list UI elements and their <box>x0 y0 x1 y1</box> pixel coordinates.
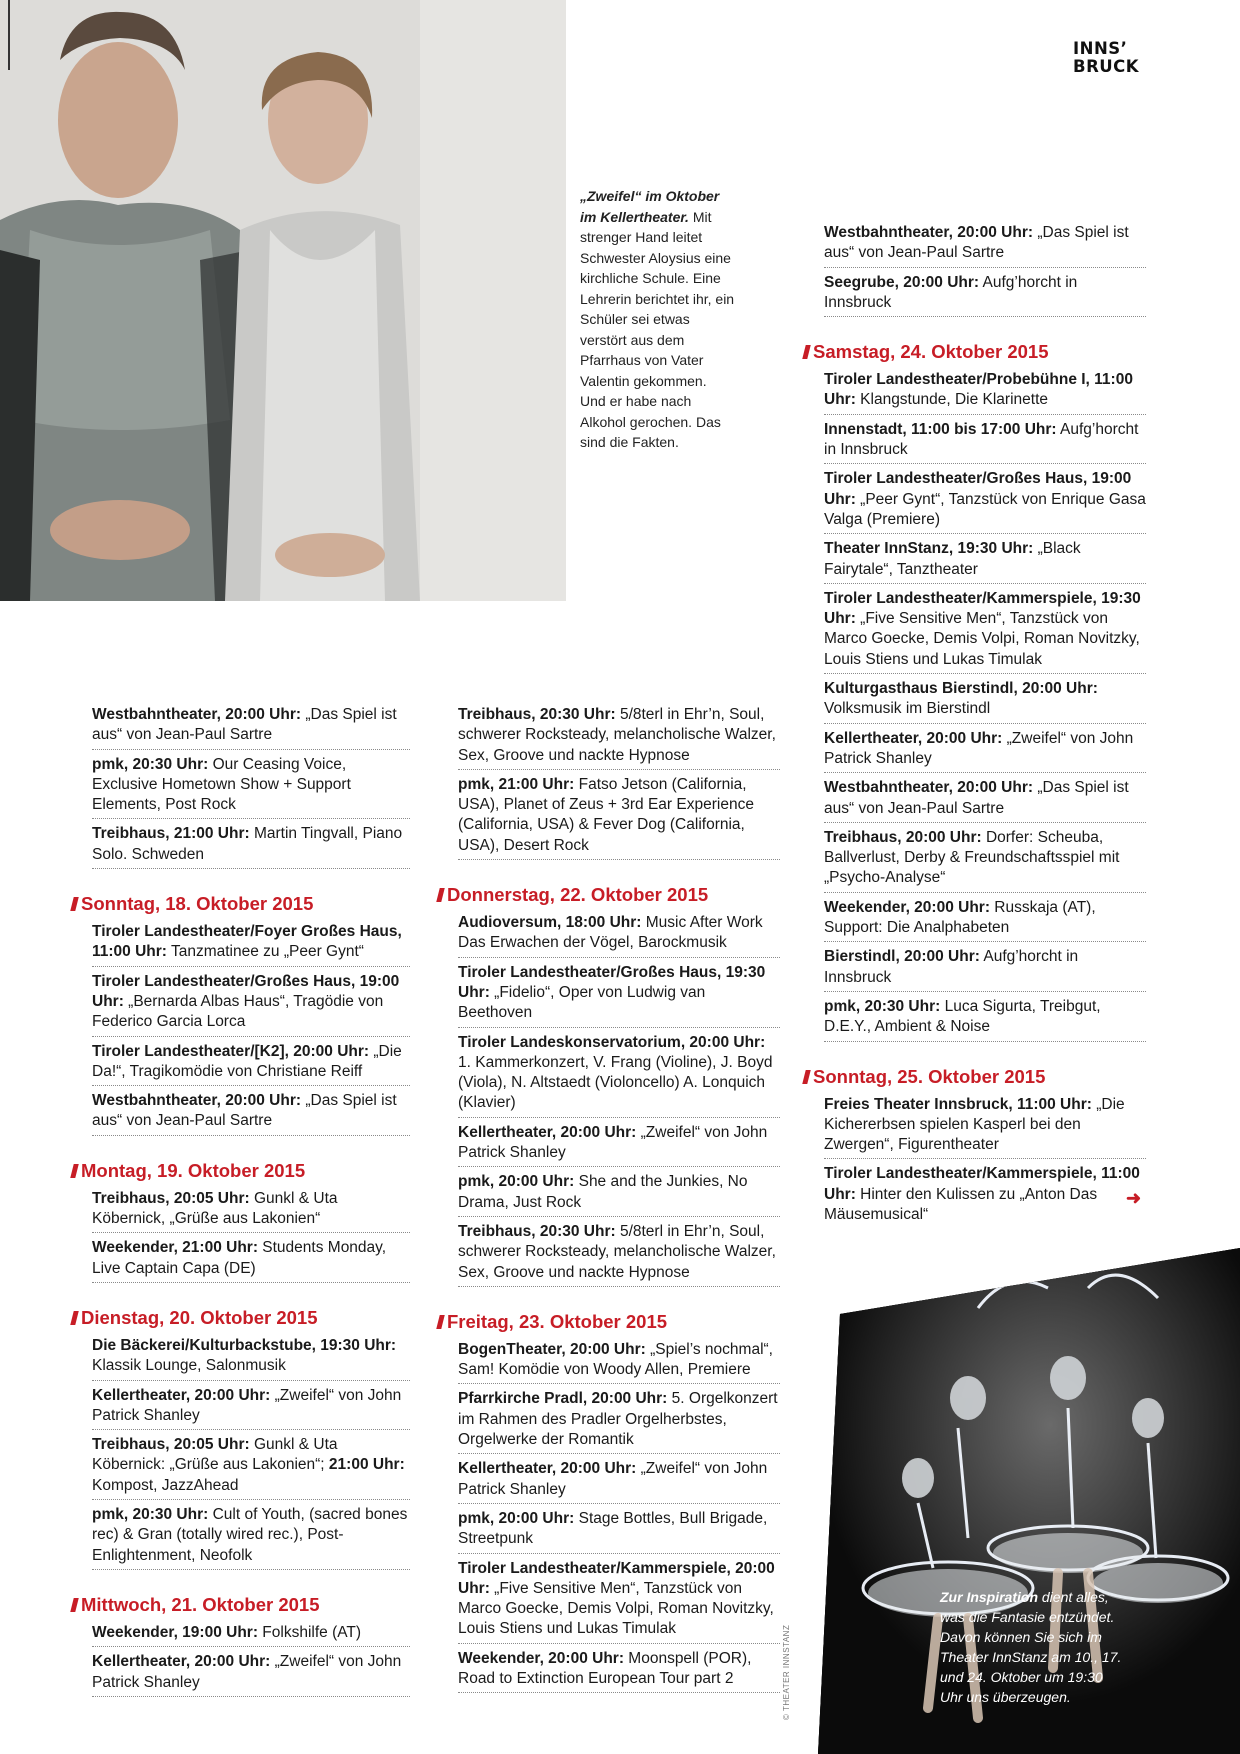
event-item: Tiroler Landestheater/Großes Haus, 19:30 Uhr: „Fidelio“, Oper von Ludwig van Beethoven <box>458 961 780 1028</box>
event-item: Tiroler Landestheater/Kammerspiele, 11:00 Uhr: Hinter den Kulissen zu „Anton Das Mäusemusical“ <box>824 1165 1140 1223</box>
day-heading: Dienstag, 20. Oktober 2015 <box>80 1307 410 1329</box>
day-heading: Montag, 19. Oktober 2015 <box>80 1160 410 1182</box>
day-heading: Sonntag, 18. Oktober 2015 <box>80 893 410 915</box>
event-item: pmk, 20:30 Uhr: Luca Sigurta, Treibgut, D.E.Y., Ambient & Noise <box>824 995 1146 1042</box>
event-item: Westbahntheater, 20:00 Uhr: „Das Spiel ist aus“ von Jean-Paul Sartre <box>92 1089 410 1136</box>
event-item: pmk, 20:30 Uhr: Our Ceasing Voice, Exclusive Hometown Show + Support Elements, Post Rock <box>92 753 410 820</box>
event-item: Kellertheater, 20:00 Uhr: „Zweifel“ von John Patrick Shanley <box>92 1650 410 1697</box>
caption-text: Mit strenger Hand leitet Schwester Aloysius eine kirchliche Schule. Eine Lehrerin berichtet ihr, ein Schüler sei etwas verstört aus dem Pfarrhaus von Vater Valentin gekommen. Und er habe nach Alkohol gerochen. Das sind die Fakten. <box>580 208 735 450</box>
innsbruck-logo <box>1073 40 1139 76</box>
logo-line-1: INNS’ <box>1073 39 1128 58</box>
event-item: Treibhaus, 20:30 Uhr: 5/8terl in Ehr’n, Soul, schwerer Rocksteady, melancholische Walzer, Sex, Groove und nackte Hypnose <box>458 703 780 770</box>
event-item: Seegrube, 20:00 Uhr: Aufg’horcht in Innsbruck <box>824 271 1146 318</box>
event-item: Innenstadt, 11:00 bis 17:00 Uhr: Aufg’horcht in Innsbruck <box>824 418 1146 465</box>
event-item: Treibhaus, 20:05 Uhr: Gunkl & Uta Köbernick: „Grüße aus Lakonien“; 21:00 Uhr: Kompost, JazzAhead <box>92 1433 410 1500</box>
event-item: Weekender, 19:00 Uhr: Folkshilfe (AT) <box>92 1621 410 1647</box>
event-item: Tiroler Landestheater/Kammerspiele, 19:30 Uhr: „Five Sensitive Men“, Tanzstück von Marco Goecke, Demis Volpi, Roman Novitzky, Louis Stiens und Lukas Timulak <box>824 587 1146 674</box>
event-item: Weekender, 21:00 Uhr: Students Monday, Live Captain Capa (DE) <box>92 1236 410 1283</box>
column-3 <box>813 221 1146 1231</box>
event-item: Tiroler Landeskonservatorium, 20:00 Uhr: 1. Kammerkonzert, V. Frang (Violine), J. Boyd (Viola), N. Altstaedt (Violoncello) A. Lonquich (Klavier) <box>458 1031 780 1118</box>
event-item: Tiroler Landestheater/Großes Haus, 19:00 Uhr: „Bernarda Albas Haus“, Tragödie von Federico Garcia Lorca <box>92 970 410 1037</box>
event-item: BogenTheater, 20:00 Uhr: „Spiel’s nochmal“, Sam! Komödie von Woody Allen, Premiere <box>458 1338 780 1385</box>
event-item: Tiroler Landestheater/Foyer Großes Haus, 11:00 Uhr: Tanzmatinee zu „Peer Gynt“ <box>92 920 410 967</box>
day-heading: Freitag, 23. Oktober 2015 <box>446 1311 780 1333</box>
event-item: pmk, 20:00 Uhr: She and the Junkies, No Drama, Just Rock <box>458 1170 780 1217</box>
caption-lead: „Zweifel“ im Oktober im Kellertheater. <box>580 188 720 225</box>
event-item: Die Bäckerei/Kulturbackstube, 19:30 Uhr: Klassik Lounge, Salonmusik <box>92 1334 410 1381</box>
event-item: Westbahntheater, 20:00 Uhr: „Das Spiel ist aus“ von Jean-Paul Sartre <box>824 776 1146 823</box>
event-item: Kellertheater, 20:00 Uhr: „Zweifel“ von John Patrick Shanley <box>824 727 1146 774</box>
event-item: Kellertheater, 20:00 Uhr: „Zweifel“ von John Patrick Shanley <box>92 1384 410 1431</box>
event-item: Pfarrkirche Pradl, 20:00 Uhr: 5. Orgelkonzert im Rahmen des Pradler Orgelherbstes, Orgelwerke der Romantik <box>458 1387 780 1454</box>
event-item: Tiroler Landestheater/Kammerspiele, 20:00 Uhr: „Five Sensitive Men“, Tanzstück von Marco Goecke, Demis Volpi, Roman Novitzky, Louis Stiens und Lukas Timulak <box>458 1557 780 1644</box>
column-1 <box>81 703 410 1700</box>
event-item: Kellertheater, 20:00 Uhr: „Zweifel“ von John Patrick Shanley <box>458 1121 780 1168</box>
photo-zweifel-illustration <box>0 0 566 601</box>
event-item: Weekender, 20:00 Uhr: Moonspell (POR), Road to Extinction European Tour part 2 <box>458 1647 780 1694</box>
day-heading: Samstag, 24. Oktober 2015 <box>812 341 1146 363</box>
event-item: pmk, 21:00 Uhr: Fatso Jetson (California, USA), Planet of Zeus + 3rd Ear Experience (California, USA) & Fever Dog (California, USA), Desert Rock <box>458 773 780 860</box>
event-item: Kellertheater, 20:00 Uhr: „Zweifel“ von John Patrick Shanley <box>458 1457 780 1504</box>
event-item: Tiroler Landestheater/[K2], 20:00 Uhr: „Die Da!“, Tragikomödie von Christiane Reiff <box>92 1040 410 1087</box>
continue-arrow-icon: ➜ <box>1126 1188 1142 1208</box>
event-item: Tiroler Landestheater/Probebühne I, 11:00 Uhr: Klangstunde, Die Klarinette <box>824 368 1146 415</box>
event-item: Treibhaus, 20:00 Uhr: Dorfer: Scheuba, Ballverlust, Derby & Freundschaftsspiel mit „Psycho-Analyse“ <box>824 826 1146 893</box>
photo-caption-dance <box>940 1587 1125 1707</box>
event-item: Tiroler Landestheater/Großes Haus, 19:00 Uhr: „Peer Gynt“, Tanzstück von Enrique Gasa Valga (Premiere) <box>824 467 1146 534</box>
event-item: Treibhaus, 20:05 Uhr: Gunkl & Uta Köbernick, „Grüße aus Lakonien“ <box>92 1187 410 1234</box>
event-item: Theater InnStanz, 19:30 Uhr: „Black Fairytale“, Tanztheater <box>824 537 1146 584</box>
event-item: pmk, 20:00 Uhr: Stage Bottles, Bull Brigade, Streetpunk <box>458 1507 780 1554</box>
event-item: pmk, 20:30 Uhr: Cult of Youth, (sacred bones rec) & Gran (totally wired rec.), Post-Enlightenment, Neofolk <box>92 1503 410 1570</box>
event-item: Treibhaus, 20:30 Uhr: 5/8terl in Ehr’n, Soul, schwerer Rocksteady, melancholische Walzer, Sex, Groove und nackte Hypnose <box>458 1220 780 1287</box>
caption-text: dient alles, was die Fantasie entzündet. Davon können Sie sich im Theater InnStanz am 10., 17. und 24. Oktober um 19:30 Uhr uns überzeugen. <box>940 1589 1122 1705</box>
photo-caption-zweifel <box>580 186 735 453</box>
event-item: Audioversum, 18:00 Uhr: Music After Work Das Erwachen der Vögel, Barockmusik <box>458 911 780 958</box>
logo-line-2: BRUCK <box>1073 57 1140 76</box>
day-heading: Mittwoch, 21. Oktober 2015 <box>80 1594 410 1616</box>
caption-lead: Zur Inspiration <box>940 1589 1038 1605</box>
event-item: Bierstindl, 20:00 Uhr: Aufg’horcht in Innsbruck <box>824 945 1146 992</box>
event-item: Weekender, 20:00 Uhr: Russkaja (AT), Support: Die Analphabeten <box>824 896 1146 943</box>
event-item: Westbahntheater, 20:00 Uhr: „Das Spiel ist aus“ von Jean-Paul Sartre <box>824 221 1146 268</box>
photo-credit: © THEATER INNSTANZ <box>782 1624 791 1720</box>
day-heading: Sonntag, 25. Oktober 2015 <box>812 1066 1146 1088</box>
column-2 <box>447 703 780 1696</box>
event-item: Westbahntheater, 20:00 Uhr: „Das Spiel ist aus“ von Jean-Paul Sartre <box>92 703 410 750</box>
event-item: Kulturgasthaus Bierstindl, 20:00 Uhr: Volksmusik im Bierstindl <box>824 677 1146 724</box>
event-item: Freies Theater Innsbruck, 11:00 Uhr: „Die Kichererbsen spielen Kasperl bei den Zwergen“, Figurentheater <box>824 1093 1146 1160</box>
photo-zweifel <box>0 0 566 601</box>
event-item: Treibhaus, 21:00 Uhr: Martin Tingvall, Piano Solo. Schweden <box>92 822 410 869</box>
day-heading: Donnerstag, 22. Oktober 2015 <box>446 884 780 906</box>
